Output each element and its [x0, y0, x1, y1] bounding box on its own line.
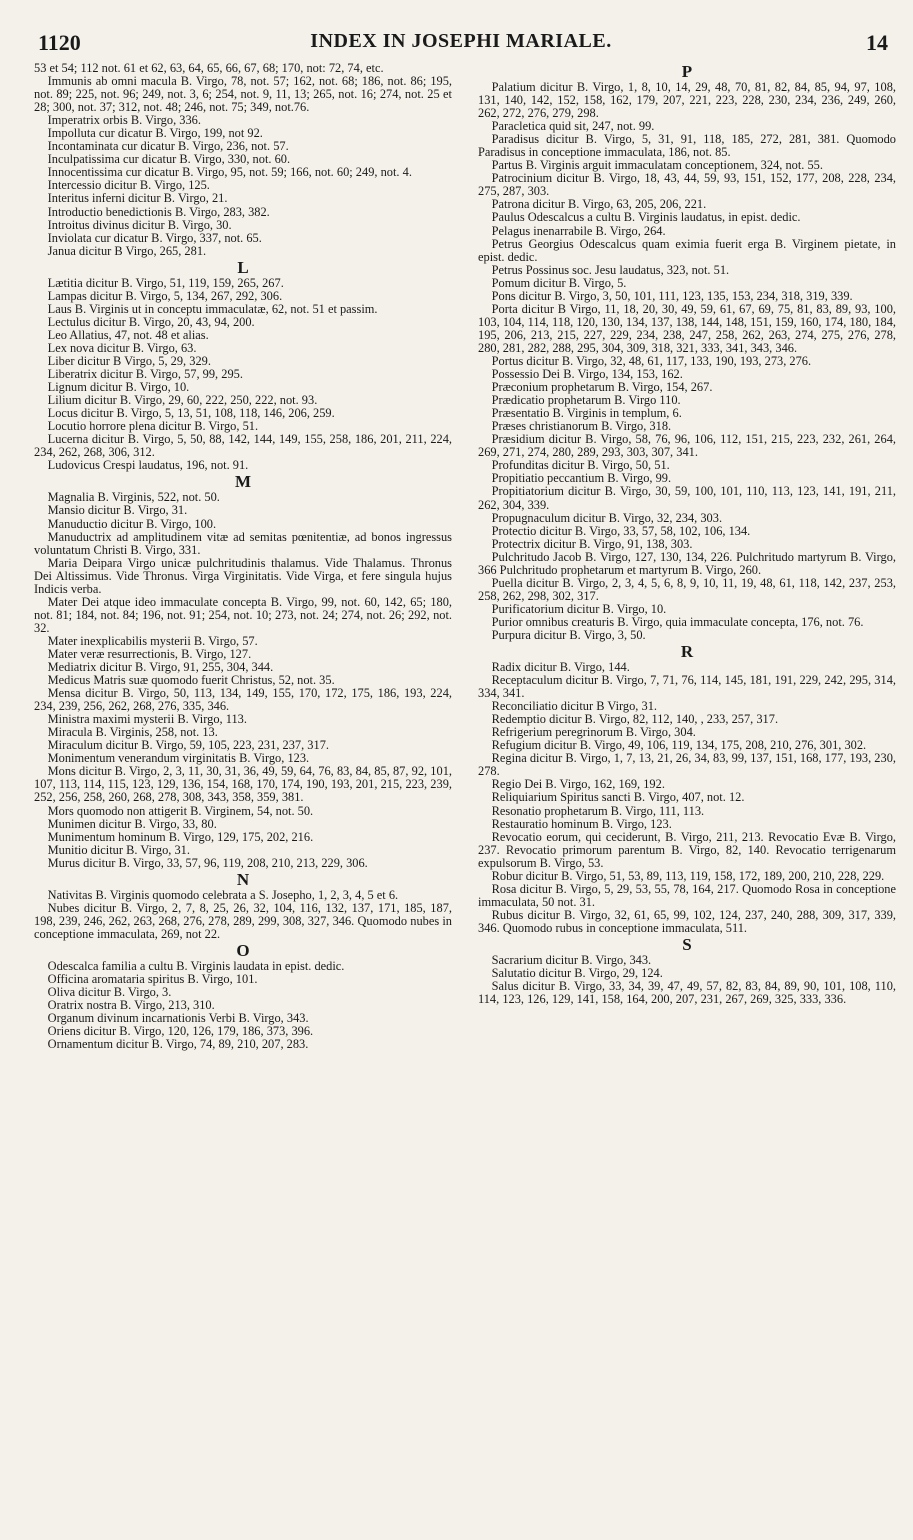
index-entry: Petrus Possinus soc. Jesu laudatus, 323, not. 51.	[491, 262, 730, 277]
index-entry: Odescalca familia a cultu B. Virginis laudata in epist. dedic.	[47, 958, 345, 973]
index-entry: Palatium dicitur B. Virgo, 1, 8, 10, 14, 29, 48, 70, 81, 82, 84, 85, 94, 97, 108, 131, 140, 142, 152, 158, 162, 179, 207, 221, 223, 228, 230, 234, 236, 249, 260, 262, 272, 276, 279, 298.	[478, 80, 896, 121]
index-entry: Regio Dei B. Virgo, 162, 169, 192.	[491, 777, 665, 792]
index-entry: Mansio dicitur B. Virgo, 31.	[47, 503, 188, 518]
index-entry: Monimentum venerandum virginitatis B. Virgo, 123.	[47, 751, 310, 766]
index-entry: Propugnaculum dicitur B. Virgo, 32, 234, 303.	[491, 510, 723, 525]
index-entry: Petrus Georgius Odescalcus quam eximia fuerit erga B. Virginem pietate, in epist. dedic.	[478, 236, 896, 264]
index-entry: Leo Allatius, 47, not. 48 et alias.	[47, 327, 209, 342]
section-letter: L	[237, 257, 249, 277]
index-entry: Portus dicitur B. Virgo, 32, 48, 61, 117, 133, 190, 193, 273, 276.	[491, 353, 812, 368]
index-entry: Sacrarium dicitur B. Virgo, 343.	[491, 953, 652, 967]
index-entry: Locus dicitur B. Virgo, 5, 13, 51, 108, 118, 146, 206, 259.	[47, 406, 335, 421]
index-entry: Patrocinium dicitur B. Virgo, 18, 43, 44, 59, 93, 151, 152, 177, 208, 228, 234, 275, 287, 303.	[478, 171, 896, 199]
index-entry: Ludovicus Crespi laudatus, 196, not. 91.	[47, 458, 249, 473]
index-entry: Organum divinum incarnationis Verbi B. Virgo, 343.	[47, 1011, 309, 1026]
page-number: 1120	[38, 30, 81, 55]
index-entry: Laus B. Virginis ut in conceptu immaculatæ, 62, not. 51 et passim.	[47, 301, 378, 316]
index-entry: Janua dicitur B Virgo, 265, 281.	[47, 243, 207, 258]
index-entry: Præconium prophetarum B. Virgo, 154, 267.	[491, 380, 713, 395]
index-entry: Introitus divinus dicitur B. Virgo, 30.	[47, 217, 232, 232]
index-entry: Purior omnibus creaturis B. Virgo, quia immaculate concepta, 176, not. 76.	[491, 614, 864, 629]
index-entry: Oliva dicitur B. Virgo, 3.	[47, 985, 172, 1000]
index-entry: Mensa dicitur B. Virgo, 50, 113, 134, 149, 155, 170, 172, 175, 186, 193, 224, 234, 239, 256, 262, 268, 276, 335, 346.	[34, 686, 452, 714]
left-column	[34, 62, 452, 1051]
index-entry: Munimentum hominum B. Virgo, 129, 175, 202, 216.	[47, 829, 314, 844]
index-entry: Mons dicitur B. Virgo, 2, 3, 11, 30, 31, 36, 49, 59, 64, 76, 83, 84, 85, 87, 92, 101, 107, 113, 114, 115, 123, 129, 136, 154, 168, 170, 174, 190, 193, 201, 215, 223, 239, 252, 256, 258, 260, 268, 278, 308, 343, 358, 359, 381.	[34, 764, 452, 805]
index-entry: Oratrix nostra B. Virgo, 213, 310.	[47, 998, 215, 1013]
column-number: 14	[866, 30, 888, 55]
section-letter: M	[234, 472, 252, 492]
index-entry: Officina aromataria spiritus B. Virgo, 101.	[47, 972, 258, 986]
index-entry: Profunditas dicitur B. Virgo, 50, 51.	[491, 458, 670, 473]
index-entry: Medicus Matris suæ quomodo fuerit Christus, 52, not. 35.	[47, 673, 335, 688]
index-entry: Lucerna dicitur B. Virgo, 5, 50, 88, 142, 144, 149, 155, 258, 186, 201, 211, 224, 234, 262, 268, 306, 312.	[34, 432, 452, 460]
index-entry: Liber dicitur B Virgo, 5, 29, 329.	[47, 353, 211, 368]
index-entry: 53 et 54; 112 not. 61 et 62, 63, 64, 65, 66, 67, 68; 170, not: 72, 74, etc.	[34, 61, 384, 75]
index-entry: Liberatrix dicitur B. Virgo, 57, 99, 295.	[47, 367, 243, 382]
index-page	[26, 26, 896, 1526]
index-entry: Purpura dicitur B. Virgo, 3, 50.	[491, 627, 646, 642]
index-entry: Protectio dicitur B. Virgo, 33, 57, 58, 102, 106, 134.	[491, 523, 751, 538]
index-entry: Propitiatio peccantium B. Virgo, 99.	[491, 471, 672, 486]
index-entry: Inviolata cur dicatur B. Virgo, 337, not. 65.	[47, 230, 262, 245]
index-entry: Impolluta cur dicatur B. Virgo, 199, not 92.	[47, 126, 263, 141]
index-entry: Inculpatissima cur dicatur B. Virgo, 330, not. 60.	[47, 152, 291, 167]
index-entry: Pomum dicitur B. Virgo, 5.	[491, 275, 627, 290]
index-entry: Pelagus inenarrabile B. Virgo, 264.	[491, 223, 666, 238]
index-entry: Rosa dicitur B. Virgo, 5, 29, 53, 55, 78, 164, 217. Quomodo Rosa in conceptione immaculata, 50 not. 31.	[478, 881, 896, 909]
index-entry: Nativitas B. Virginis quomodo celebrata a S. Josepho, 1, 2, 3, 4, 5 et 6.	[47, 887, 399, 902]
index-entry: Lampas dicitur B. Virgo, 5, 134, 267, 292, 306.	[47, 288, 283, 303]
section-letter: P	[681, 62, 693, 81]
index-entry: Præsidium dicitur B. Virgo, 58, 76, 96, 106, 112, 151, 215, 223, 232, 261, 264, 269, 271, 274, 280, 289, 293, 303, 307, 341.	[478, 432, 896, 460]
index-entry: Prædicatio prophetarum B. Virgo 110.	[491, 393, 681, 408]
index-entry: Mediatrix dicitur B. Virgo, 91, 255, 304, 344.	[47, 660, 274, 675]
index-entry: Reconciliatio dicitur B Virgo, 31.	[491, 699, 657, 714]
index-entry: Regina dicitur B. Virgo, 1, 7, 13, 21, 26, 34, 83, 99, 137, 151, 168, 177, 193, 230, 278.	[478, 751, 896, 779]
index-entry: Partus B. Virginis arguit immaculatam conceptionem, 324, not. 55.	[491, 158, 823, 173]
index-entry: Refugium dicitur B. Virgo, 49, 106, 119, 134, 175, 208, 210, 276, 301, 302.	[491, 738, 867, 753]
index-entry: Pulchritudo Jacob B. Virgo, 127, 130, 134, 226. Pulchritudo martyrum B. Virgo, 366 Pulchritudo prophetarum et martyrum B. Virgo, 260.	[478, 549, 896, 577]
index-entry: Lectulus dicitur B. Virgo, 20, 43, 94, 200.	[47, 314, 255, 329]
index-entry: Restauratio hominum B. Virgo, 123.	[491, 816, 672, 831]
index-entry: Lilium dicitur B. Virgo, 29, 60, 222, 250, 222, not. 93.	[47, 393, 318, 408]
index-entry: Patrona dicitur B. Virgo, 63, 205, 206, 221.	[491, 197, 707, 212]
index-entry: Paulus Odescalcus a cultu B. Virginis laudatus, in epist. dedic.	[491, 210, 801, 225]
index-entry: Salus dicitur B. Virgo, 33, 34, 39, 47, 49, 57, 82, 83, 84, 89, 90, 101, 108, 110, 114, 123, 126, 129, 141, 158, 164, 200, 207, 231, 267, 269, 325, 333, 336.	[478, 979, 896, 1007]
page-title: INDEX IN JOSEPHI MARIALE.	[310, 30, 612, 52]
section-letter: S	[682, 935, 692, 954]
index-entry: Lex nova dicitur B. Virgo, 63.	[47, 340, 197, 355]
index-entry: Porta dicitur B Virgo, 11, 18, 20, 30, 49, 59, 61, 67, 69, 75, 81, 83, 89, 93, 100, 103, 104, 114, 118, 120, 130, 134, 137, 138, 144, 148, 151, 159, 160, 174, 180, 184, 195, 206, 213, 215, 227, 229, 234, 238, 247, 258, 262, 263, 274, 275, 276, 278, 280, 281, 282, 288, 295, 304, 309, 318, 321, 333, 341, 343, 346.	[478, 301, 896, 355]
section-letter: O	[236, 940, 250, 960]
index-entry: Incontaminata cur dicatur B. Virgo, 236, not. 57.	[47, 139, 289, 154]
index-entry: Lætitia dicitur B. Virgo, 51, 119, 159, 265, 267.	[47, 275, 284, 290]
index-entry: Possessio Dei B. Virgo, 134, 153, 162.	[491, 367, 683, 382]
page-header	[26, 26, 896, 60]
index-entry: Miraculum dicitur B. Virgo, 59, 105, 223, 231, 237, 317.	[47, 738, 329, 753]
index-entry: Salutatio dicitur B. Virgo, 29, 124.	[491, 966, 663, 981]
index-entry: Purificatorium dicitur B. Virgo, 10.	[491, 601, 667, 616]
index-entry: Ornamentum dicitur B. Virgo, 74, 89, 210, 207, 283.	[47, 1037, 309, 1052]
index-entry: Protectrix dicitur B. Virgo, 91, 138, 303.	[491, 536, 693, 551]
index-entry: Mors quomodo non attigerit B. Virginem, 54, not. 50.	[47, 803, 314, 818]
index-entry: Manuductio dicitur B. Virgo, 100.	[47, 516, 217, 531]
index-entry: Mater veræ resurrectionis, B. Virgo, 127.	[47, 646, 252, 661]
section-letter: R	[680, 642, 694, 662]
index-entry: Refrigerium peregrinorum B. Virgo, 304.	[491, 725, 696, 740]
index-entry: Paracletica quid sit, 247, not. 99.	[491, 119, 655, 134]
index-entry: Rubus dicitur B. Virgo, 32, 61, 65, 99, 102, 124, 237, 240, 288, 309, 317, 339, 346. Quomodo rubus in conceptione immaculata, 511.	[478, 907, 896, 935]
right-column	[478, 62, 896, 1051]
index-entry: Robur dicitur B. Virgo, 51, 53, 89, 113, 119, 158, 172, 189, 200, 210, 228, 229.	[491, 868, 885, 883]
index-entry: Puella dicitur B. Virgo, 2, 3, 4, 5, 6, 8, 9, 10, 11, 19, 48, 61, 118, 142, 237, 253, 258, 262, 298, 302, 317.	[478, 575, 896, 603]
index-entry: Murus dicitur B. Virgo, 33, 57, 96, 119, 208, 210, 213, 229, 306.	[47, 855, 368, 870]
index-entry: Intercessio dicitur B. Virgo, 125.	[47, 178, 210, 193]
index-entry: Ministra maximi mysterii B. Virgo, 113.	[47, 712, 247, 727]
index-entry: Præses christianorum B. Virgo, 318.	[491, 419, 672, 434]
index-entry: Locutio horrore plena dicitur B. Virgo, 51.	[47, 419, 259, 434]
index-entry: Munimen dicitur B. Virgo, 33, 80.	[47, 816, 217, 831]
index-entry: Immunis ab omni macula B. Virgo, 78, not. 57; 162, not. 68; 186, not. 86; 195, not. 89; 225, not. 96; 249, not. 3, 6; 254, not. 9, 11, 13; 265, not. 16; 274, not. 25 et 28; 300, not. 37; 312, not. 48; 246, not. 75; 349, not.76.	[34, 74, 452, 115]
index-entry: Propitiatorium dicitur B. Virgo, 30, 59, 100, 101, 110, 113, 123, 141, 191, 211, 262, 304, 339.	[478, 484, 896, 512]
index-entry: Miracula B. Virginis, 258, not. 13.	[47, 725, 218, 740]
index-entry: Reliquiarium Spiritus sancti B. Virgo, 407, not. 12.	[491, 790, 745, 805]
index-entry: Mater inexplicabilis mysterii B. Virgo, 57.	[47, 633, 258, 648]
index-entry: Receptaculum dicitur B. Virgo, 7, 71, 76, 114, 145, 181, 191, 229, 242, 295, 314, 334, 341.	[478, 673, 896, 701]
index-entry: Revocatio eorum, qui ceciderunt, B. Virgo, 211, 213. Revocatio Evæ B. Virgo, 237. Revocatio primorum parentum B. Virgo, 82, 140. Revocatio terrigenarum expulsorum B. Virgo, 53.	[478, 829, 896, 870]
index-entry: Redemptio dicitur B. Virgo, 82, 112, 140, , 233, 257, 317.	[491, 712, 779, 727]
index-entry: Pons dicitur B. Virgo, 3, 50, 101, 111, 123, 135, 153, 234, 318, 319, 339.	[491, 288, 853, 303]
index-entry: Paradisus dicitur B. Virgo, 5, 31, 91, 118, 185, 272, 281, 381. Quomodo Paradisus in conceptione immaculata, 186, not. 85.	[478, 132, 896, 160]
index-entry: Innocentissima cur dicatur B. Virgo, 95, not. 59; 166, not. 60; 249, not. 4.	[47, 165, 412, 180]
index-entry: Imperatrix orbis B. Virgo, 336.	[47, 113, 201, 128]
index-columns	[34, 62, 896, 1051]
index-entry: Lignum dicitur B. Virgo, 10.	[47, 380, 190, 395]
index-entry: Manuductrix ad amplitudinem vitæ ad semitas pœnitentiæ, ad bonos ingressus voluntatum Christi B. Virgo, 331.	[34, 529, 452, 557]
index-entry: Magnalia B. Virginis, 522, not. 50.	[47, 490, 220, 505]
index-entry: Nubes dicitur B. Virgo, 2, 7, 8, 25, 26, 32, 104, 116, 132, 137, 171, 185, 187, 198, 239, 246, 262, 263, 268, 276, 278, 289, 299, 308, 327, 346. Quomodo nubes in conceptione immaculata, 269, not 22.	[34, 900, 452, 941]
index-entry: Resonatio prophetarum B. Virgo, 111, 113.	[491, 803, 705, 818]
index-entry: Maria Deipara Virgo unicæ pulchritudinis thalamus. Vide Thalamus. Thronus Dei Altissimus. Vide Thronus. Virga Virginitatis. Vide Virga, et fere singula hujus Indicis verba.	[34, 555, 452, 596]
index-entry: Oriens dicitur B. Virgo, 120, 126, 179, 186, 373, 396.	[47, 1024, 314, 1039]
index-entry: Radix dicitur B. Virgo, 144.	[491, 660, 630, 675]
section-letter: N	[236, 869, 250, 889]
index-entry: Præsentatio B. Virginis in templum, 6.	[491, 406, 682, 421]
index-entry: Munitio dicitur B. Virgo, 31.	[47, 842, 190, 857]
index-entry: Mater Dei atque ideo immaculate concepta B. Virgo, 99, not. 60, 142, 65; 180, not. 81; 184, not. 84; 196, not. 91; 254, not. 10; 273, not. 24; 274, not. 26; 292, not. 32.	[34, 594, 452, 635]
index-entry: Interitus inferni dicitur B. Virgo, 21.	[47, 191, 228, 206]
index-entry: Introductio benedictionis B. Virgo, 283, 382.	[47, 204, 270, 219]
